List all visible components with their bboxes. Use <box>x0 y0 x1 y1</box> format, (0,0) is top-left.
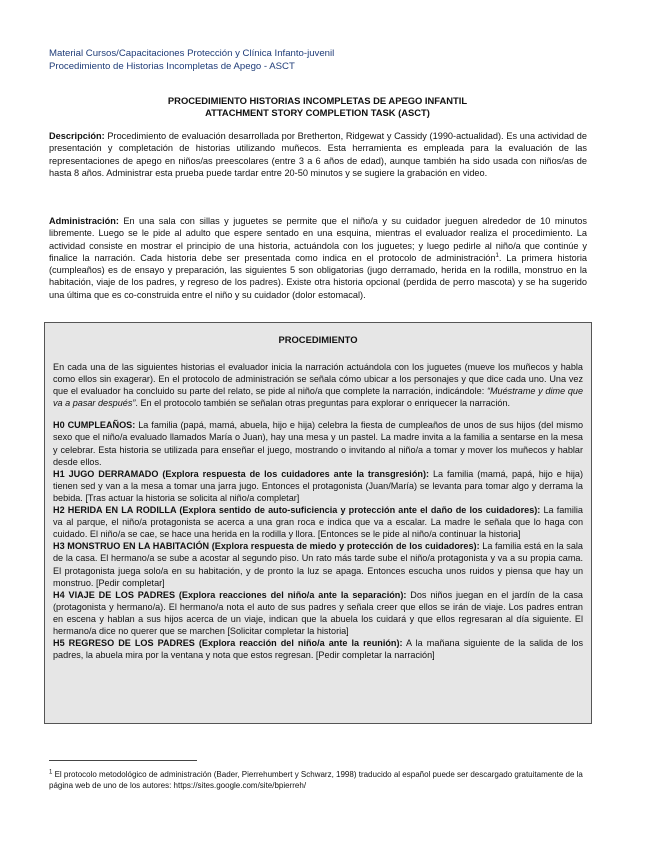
footnote <box>49 769 589 791</box>
story-title: H0 CUMPLEAÑOS: <box>53 420 136 431</box>
title-line-2: ATTACHMENT STORY COMPLETION TASK (ASCT) <box>205 106 430 118</box>
story-title: H3 MONSTRUO EN LA HABITACIÓN (Explora respuesta de miedo y protección de los cuidadores): <box>53 541 480 552</box>
administration-text: En una sala con sillas y juguetes se permite que el niño/a y su cuidador jueguen alrededor de 10 minutos libremente. Luego se le pide al adulto que espere sentado en una esquina, mientras el evaluador realiza el procedimiento. La actividad consiste en mostrar el principio de una historia, actuándola con los juguetes; y luego pedirle al niño/a que continúe y finalice la narración. Cada historia debe ser presentada como indica en el protocolo de administración <box>49 216 587 263</box>
story-title: H5 REGRESO DE LOS PADRES (Explora reacción del niño/a ante la reunión): <box>53 638 403 649</box>
procedure-intro <box>53 361 583 409</box>
story-h1 <box>53 468 583 504</box>
story-h5 <box>53 637 583 661</box>
story-h0 <box>53 419 583 467</box>
administration-label: Administración: <box>49 216 119 226</box>
procedure-intro-text: En cada una de las siguientes historias el evaluador inicia la narración actuándola con los juguetes (mueve los muñecos y habla como ellos sin exagerar). En el protocolo de administración se señala cómo ubicar a los personajes y que dice cada uno. Una vez que el evaluador ha concluido su parte del relato, se pide al niño/a que complete la narración, indicándole: <box>53 362 583 397</box>
title-line-1: PROCEDIMIENTO HISTORIAS INCOMPLETAS DE APEGO INFANTIL <box>167 95 468 106</box>
story-text: Dos niños juegan en el jardín de la casa (protagonista y hermano/a). El hermano/a nota el auto de sus padres y señala creer que ellos se irán de viaje. Los padres entran en escena y hablan a sus hijos acerca de un viaje, indican que la abuela los cuidará y que ellos regresaran al día siguiente. El hermano/a dice no querer que se marchen [Solicitar completar la historia] <box>53 589 583 636</box>
description-label: Descripción: <box>49 131 105 141</box>
procedure-box <box>44 322 592 724</box>
story-text: La familia va al parque, el niño/a protagonista se acerca a una gran roca e indica que va a escalar. La madre le señala que lo haga con cuidado. El niño/a se cae, se hace una herida en la rodilla y llora. [Entonces se le pide al niño/a continuar la historia] <box>53 505 583 540</box>
story-h3 <box>53 540 583 588</box>
story-text: La familia (mamá, papá, hijo e hija) tienen sed y van a la mesa a tomar una jarra jugo. Entonces el protagonista (Juan/María) se levanta para tomar algo y derrama la bebida. [Tras actuar la historia se solicita al niño/a completar] <box>53 468 583 503</box>
story-title: H2 HERIDA EN LA RODILLA (Explora sentido de auto-suficiencia y protección ante el daño de los cuidadores): <box>53 505 541 516</box>
footnote-divider <box>49 760 197 761</box>
procedure-quote: “Muéstrame y dime que va a pasar después” <box>53 386 584 409</box>
story-title: H4 VIAJE DE LOS PADRES (Explora reacciones del niño/a ante la separación): <box>53 589 407 600</box>
story-text: La familia (papá, mamá, abuela, hijo e hija) celebra la fiesta de cumpleaños de unos de sus hijos (del mismo sexo que el niño/a evaluado llamados María o Juan), hay una mesa y un pastel. La madre invita a la familia a sentarse en la mesa y celebrar. Esta historia se utilizada para enseñar el juego, mostrando o invitando al niño/a a tomar y mover los muñecos y hablar desde ellos. <box>53 420 583 467</box>
procedure-body <box>53 361 583 661</box>
header-line-2: Procedimiento de Historias Incompletas de Apego - ASCT <box>49 60 295 72</box>
header-line-1: Material Cursos/Capacitaciones Protección y Clínica Infanto-juvenil <box>49 48 335 59</box>
administration-paragraph <box>49 215 587 301</box>
footnote-text: El protocolo metodológico de administración (Bader, Pierrehumbert y Schwarz, 1998) traducido al español puede ser descargado gratuitamente de la página web de uno de los autores: https://sites.google.com/site/bpierreh/ <box>49 770 583 790</box>
story-text: A la mañana siguiente de la salida de los padres, la abuela mira por la ventana y nota que estos regresan. [Pedir completar la narración] <box>53 638 583 661</box>
story-h2 <box>53 504 583 540</box>
description-text: Procedimiento de evaluación desarrollada por Bretherton, Ridgewat y Cassidy (1990-actualidad). Es una actividad de presentación y completación de historias utilizando muñecos. Esta herramienta es empleada para la evaluación de las representaciones de apego en niños/as preescolares (entre 3 a 6 años de edad), aunque también ha sido usada con niños/as de hasta 8 años. Administrar esta prueba puede tardar entre 20-50 minutos y se sugiere la grabación en video. <box>49 131 587 178</box>
footnote-number: 1 <box>49 769 53 776</box>
story-title: H1 JUGO DERRAMADO (Explora respuesta de los cuidadores ante la transgresión): <box>53 468 429 479</box>
description-paragraph <box>49 130 587 179</box>
story-text: La familia está en la sala de la casa. El hermano/a se sube a acostar al segundo piso. Un rato más tarde sube el niño/a protagonista y va a su propia cama. El protagonista juega solo/a en su habitación, y de pronto la luz se apaga. Entonces escucha unos ruidos y piensa que hay un monstruo. [Pedir completar] <box>53 541 583 588</box>
document-title <box>44 95 591 118</box>
page-header <box>49 48 334 73</box>
procedure-heading: PROCEDIMIENTO <box>278 334 358 345</box>
footnote-reference[interactable]: 1 <box>495 252 499 259</box>
procedure-intro-end: . En el protocolo también se señalan otras preguntas para explorar o enriquecer la narración. <box>135 398 510 409</box>
story-h4 <box>53 589 583 637</box>
administration-text-end: . La primera historia (cumpleaños) es de ensayo y preparación, las siguientes 5 son obligatorias (jugo derramado, herida en la rodilla, monstruo en la habitación, viaje de los padres, y regreso de los padres). Existe otra historia opcional (perdida de perro mascota) y se ha sugerido una última que es co-construida entre el niño y su cuidador (dolor estomacal). <box>49 252 587 300</box>
